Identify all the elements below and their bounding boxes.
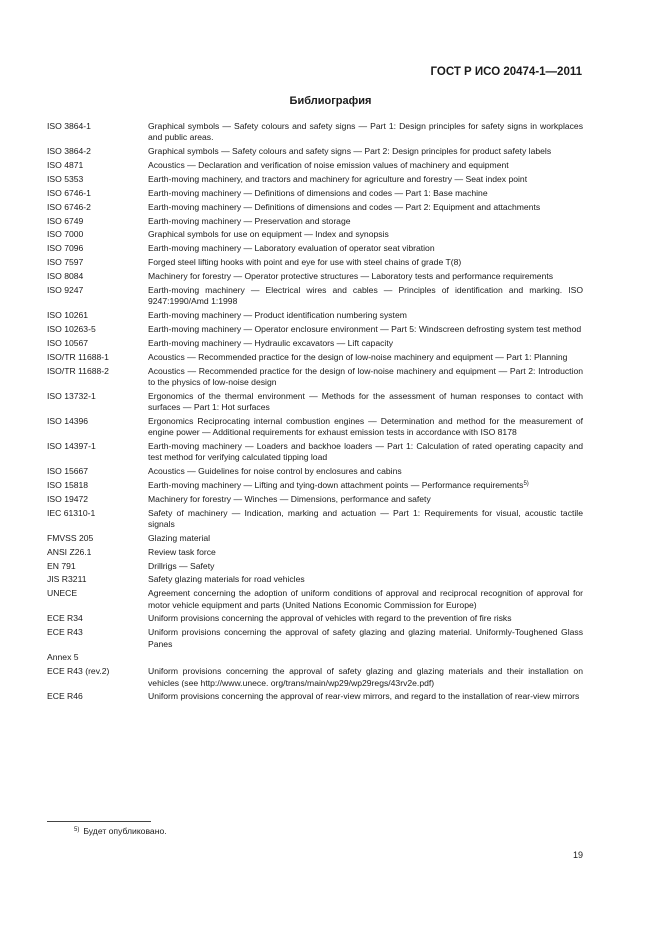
- reference-entry: [47, 216, 583, 227]
- reference-entry: [47, 324, 583, 335]
- reference-title: [148, 352, 583, 363]
- reference-title-text: Acoustics — Declaration and verification of noise emission values of machinery and equipment: [148, 159, 509, 170]
- reference-code: UNECE: [47, 588, 78, 599]
- reference-entry: [47, 588, 583, 610]
- reference-entry: [47, 613, 583, 624]
- reference-title: [148, 338, 583, 349]
- reference-code: ECE R34: [47, 613, 83, 624]
- page-number: 19: [572, 850, 583, 860]
- reference-title-text: Earth-moving machinery — Product identification numbering system: [148, 310, 407, 321]
- reference-title-text: Earth-moving machinery — Hydraulic excavators — Lift capacity: [148, 337, 394, 348]
- reference-code: ISO 6746-1: [47, 187, 91, 198]
- reference-title: [148, 416, 583, 438]
- reference-title: [148, 533, 583, 544]
- reference-code: ISO 6746-2: [47, 201, 91, 212]
- reference-title-text: Uniform provisions concerning the approval of safety glazing and glazing material. Uniformly-Toughened Glass Panes: [148, 627, 583, 649]
- reference-code: ISO 19472: [47, 493, 89, 504]
- reference-code: ECE R43 (rev.2): [47, 666, 110, 677]
- reference-title-text: Machinery for forestry — Operator protective structures — Laboratory tests and performance requirements: [148, 271, 554, 282]
- reference-code: Annex 5: [47, 652, 79, 663]
- reference-entry: [47, 508, 583, 530]
- reference-code: ISO 5353: [47, 173, 84, 184]
- reference-entry: [47, 416, 583, 438]
- reference-entry: [47, 338, 583, 349]
- reference-entry: [47, 691, 583, 702]
- reference-entry: [47, 627, 583, 649]
- footnote-divider: [47, 821, 151, 822]
- reference-title: [148, 146, 583, 157]
- reference-title-text: Uniform provisions concerning the approval of rear-view mirrors, and regard to the installation of rear-view mirrors: [148, 691, 580, 702]
- reference-title: [148, 271, 583, 282]
- reference-title: [148, 121, 583, 143]
- reference-entry: [47, 533, 583, 544]
- reference-title-text: Ergonomics Reciprocating internal combustion engines — Determination and method for the measurement of engine power — Additional requirements for exhaust emission tests in accordance with ISO 8178: [148, 415, 583, 438]
- reference-code: ISO 10567: [47, 337, 89, 348]
- reference-code: ISO 7096: [47, 243, 84, 254]
- reference-entry: [47, 666, 583, 688]
- reference-code: ISO 13732-1: [47, 390, 96, 401]
- reference-title: [148, 691, 583, 702]
- reference-code: IEC 61310-1: [47, 507, 96, 518]
- reference-title: [148, 174, 583, 185]
- reference-entry: [47, 271, 583, 282]
- reference-code: FMVSS 205: [47, 532, 94, 543]
- reference-code: ISO/TR 11688-2: [47, 365, 109, 376]
- reference-title-text: Earth-moving machinery — Operator enclosure environment — Part 5: Windscreen defrosting system test method: [148, 323, 582, 334]
- reference-title: [148, 285, 583, 307]
- reference-title-text: Uniform provisions concerning the approval of vehicles with regard to the prevention of fire risks: [148, 613, 512, 624]
- reference-code: ISO 14397-1: [47, 440, 96, 451]
- reference-code: JIS R3211: [47, 574, 87, 585]
- reference-code: ISO 15667: [47, 466, 89, 477]
- reference-code: ECE R46: [47, 691, 83, 702]
- reference-title-text: Drillrigs — Safety: [148, 560, 215, 571]
- reference-code: ISO 3864-1: [47, 121, 91, 131]
- reference-title-text: Earth-moving machinery — Preservation and storage: [148, 215, 351, 226]
- reference-code: ECE R43: [47, 627, 83, 638]
- reference-title: [148, 391, 583, 413]
- reference-entry: [47, 352, 583, 363]
- reference-title-text: Machinery for forestry — Winches — Dimensions, performance and safety: [148, 493, 431, 504]
- reference-title-text: Graphical symbols — Safety colours and safety signs — Part 1: Design principles for safety signs in workplaces and public areas.: [148, 121, 583, 143]
- reference-title-text: Graphical symbols for use on equipment — Index and synopsis: [148, 229, 389, 240]
- reference-code: ISO 14396: [47, 415, 89, 426]
- reference-title: [148, 257, 583, 268]
- reference-entry: [47, 494, 583, 505]
- reference-title-text: Graphical symbols — Safety colours and safety signs — Part 2: Design principles for product safety labels: [148, 146, 552, 157]
- reference-title: [148, 494, 583, 505]
- reference-title: [148, 216, 583, 227]
- reference-title: [148, 588, 583, 610]
- reference-entry: [47, 466, 583, 477]
- reference-title: [148, 310, 583, 321]
- reference-entry: [47, 441, 583, 463]
- reference-title-text: Safety glazing materials for road vehicles: [148, 574, 305, 585]
- reference-entry: [47, 146, 583, 157]
- reference-title-text: Acoustics — Recommended practice for the design of low-noise machinery and equipment — Part 1: Planning: [148, 351, 568, 362]
- reference-code: ISO 8084: [47, 271, 84, 282]
- reference-code: ISO 4871: [47, 159, 84, 170]
- reference-title: [148, 160, 583, 171]
- reference-title-text: Uniform provisions concerning the approval of safety glazing and glazing materials and their installation on vehicles (see http://www.unece. org/trans/main/wp29/wp29regs/43rv2e.pdf): [148, 666, 583, 688]
- reference-entry: [47, 561, 583, 572]
- reference-code: EN 791: [47, 560, 76, 571]
- reference-code: ISO 3864-2: [47, 146, 91, 157]
- footnote-mark: 5): [74, 827, 80, 833]
- reference-title-text: Acoustics — Recommended practice for the design of low-noise machinery and equipment — Part 2: Introduction to the physics of low-noise design: [148, 365, 583, 387]
- reference-title-text: Review task force: [148, 546, 216, 557]
- reference-entry: [47, 547, 583, 558]
- reference-title-text: Agreement concerning the adoption of uniform conditions of approval and reciprocal recognition of approval for motor vehicle equipment and parts (United Nations Economic Commission for Europe): [148, 588, 583, 610]
- reference-code: ISO/TR 11688-1: [47, 351, 109, 362]
- reference-title: [148, 243, 583, 254]
- reference-code: ISO 15818: [47, 479, 89, 490]
- reference-title: [148, 466, 583, 477]
- reference-entry: [47, 121, 583, 143]
- reference-title-text: Safety of machinery — Indication, marking and actuation — Part 1: Requirements for visual, acoustic tactile signals: [148, 507, 583, 529]
- reference-title: [148, 547, 583, 558]
- reference-title: [148, 366, 583, 388]
- footnote: [74, 826, 167, 836]
- reference-entry: [47, 188, 583, 199]
- reference-code: ANSI Z26.1: [47, 546, 92, 557]
- reference-entry: [47, 202, 583, 213]
- reference-title-text: Earth-moving machinery, and tractors and machinery for agriculture and forestry — Seat index point: [148, 173, 528, 184]
- reference-title: [148, 229, 583, 240]
- reference-entry: [47, 229, 583, 240]
- reference-title-text: Earth-moving machinery — Lifting and tying-down attachment points — Performance requirements: [148, 479, 524, 490]
- reference-title-text: Earth-moving machinery — Definitions of dimensions and codes — Part 2: Equipment and attachments: [148, 201, 541, 212]
- reference-entry: [47, 310, 583, 321]
- reference-code: ISO 6749: [47, 215, 84, 226]
- reference-title: [148, 202, 583, 213]
- reference-entry: [47, 574, 583, 585]
- reference-title-text: Acoustics — Guidelines for noise control by enclosures and cabins: [148, 466, 402, 477]
- reference-title: [148, 561, 583, 572]
- reference-entry: [47, 366, 583, 388]
- reference-title: [148, 188, 583, 199]
- reference-code: ISO 10261: [47, 310, 89, 321]
- bibliography-list: [47, 121, 583, 705]
- reference-title-text: Forged steel lifting hooks with point and eye for use with steel chains of grade T(8): [148, 257, 462, 268]
- reference-title: [148, 441, 583, 463]
- reference-title: [148, 613, 583, 624]
- footnote-text: Будет опубликовано.: [83, 826, 167, 836]
- reference-title: [148, 508, 583, 530]
- reference-title-text: Earth-moving machinery — Electrical wires and cables — Principles of identification and marking. ISO 9247:1990/Amd 1:1998: [148, 285, 583, 307]
- reference-title-text: Earth-moving machinery — Definitions of dimensions and codes — Part 1: Base machine: [148, 187, 488, 198]
- reference-entry: [47, 391, 583, 413]
- reference-entry: [47, 174, 583, 185]
- standard-designation: ГОСТ Р ИСО 20474-1—2011: [430, 66, 582, 78]
- reference-entry: [47, 160, 583, 171]
- footnote-reference: 5): [523, 480, 529, 487]
- reference-title-text: Earth-moving machinery — Laboratory evaluation of operator seat vibration: [148, 243, 435, 254]
- reference-title: [148, 627, 583, 649]
- reference-entry: [47, 257, 583, 268]
- reference-title: [148, 666, 583, 688]
- reference-code: ISO 10263-5: [47, 323, 96, 334]
- reference-entry: [47, 652, 583, 663]
- reference-entry: [47, 480, 583, 491]
- reference-code: ISO 9247: [47, 285, 84, 295]
- reference-title-text: Glazing material: [148, 532, 211, 543]
- reference-code: ISO 7597: [47, 257, 84, 268]
- reference-code: ISO 7000: [47, 229, 84, 240]
- reference-title: [148, 324, 583, 335]
- page-title: Библиография: [289, 95, 372, 107]
- reference-title: [148, 574, 583, 585]
- reference-title-text: Earth-moving machinery — Loaders and backhoe loaders — Part 1: Calculation of rated operating capacity and test method for verifying calculated tipping load: [148, 440, 583, 463]
- reference-title-text: Ergonomics of the thermal environment — Methods for the assessment of human responses to contact with surfaces — Part 1: Hot surfaces: [148, 390, 583, 412]
- reference-entry: [47, 285, 583, 307]
- reference-entry: [47, 243, 583, 254]
- reference-title: [148, 480, 583, 491]
